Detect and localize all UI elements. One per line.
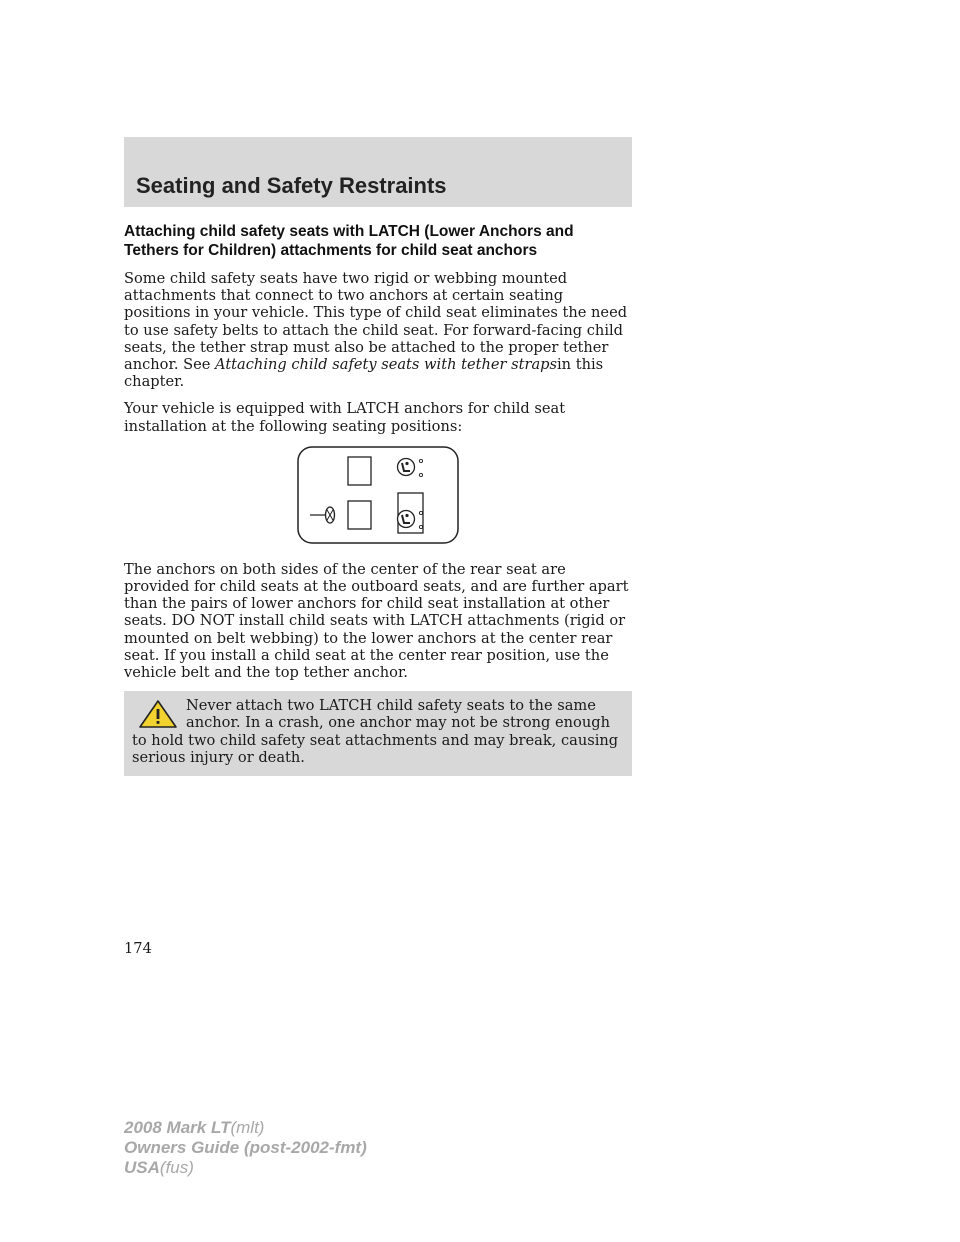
document-footer [124, 1118, 367, 1178]
warning-triangle-icon [138, 699, 178, 729]
page-number: 174 [124, 940, 152, 957]
chapter-title: Seating and Safety Restraints [136, 173, 447, 198]
footer-model: 2008 Mark LT [124, 1118, 231, 1137]
paragraph-text: Some child safety seats have two rigid or webbing mounted attachments that connect to two anchors at certain seating positions in your vehicle. This type of child seat eliminates the need to use safety belts to attach the child seat. For forward-facing child seats, the tether strap must also be attached to the proper tether anchor. See [124, 270, 628, 374]
diagram-container [124, 445, 632, 545]
paragraph-text: in this chapter. [124, 356, 604, 391]
footer-model-code: (mlt) [230, 1118, 265, 1137]
paragraph-latch-positions: Your vehicle is equipped with LATCH anchors for child seat installation at the following seating positions: [124, 400, 566, 435]
vehicle-outline [298, 447, 458, 543]
rear-seat-box [348, 501, 371, 529]
footer-line-2 [124, 1138, 367, 1158]
footer-line-3 [124, 1158, 367, 1178]
section-heading: Attaching child safety seats with LATCH (Lower Anchors and Tethers for Children) attachments for child seat anchors [124, 223, 574, 259]
paragraph-latch-intro [124, 270, 632, 390]
footer-line-1 [124, 1118, 367, 1138]
latch-seating-diagram [296, 445, 460, 545]
footer-market: USA [124, 1158, 160, 1177]
footer-market-code: (fus) [159, 1158, 194, 1177]
chapter-header [124, 137, 632, 207]
warning-text: Never attach two LATCH child safety seats to the same anchor. In a crash, one anchor may not be strong enough to hold two child safety seat attachments and may break, causing serious injury or death. [132, 697, 619, 766]
cross-reference: Attaching child safety seats with tether straps [215, 356, 557, 374]
paragraph-center-seat: The anchors on both sides of the center of the rear seat are provided for child seats at the outboard seats, and are further apart than the pairs of lower anchors for child seat installation at other seats. DO NOT install child seats with LATCH attachments (rigid or mounted on belt webbing) to the lower anchors at the center rear seat. If you install a child seat at the center rear position, use the vehicle belt and the top tether anchor. [124, 560, 629, 682]
footer-guide-name: Owners Guide (post-2002-fmt) [124, 1138, 367, 1157]
front-seat-box [348, 457, 371, 485]
warning-box [124, 691, 632, 776]
page-content [124, 222, 632, 776]
